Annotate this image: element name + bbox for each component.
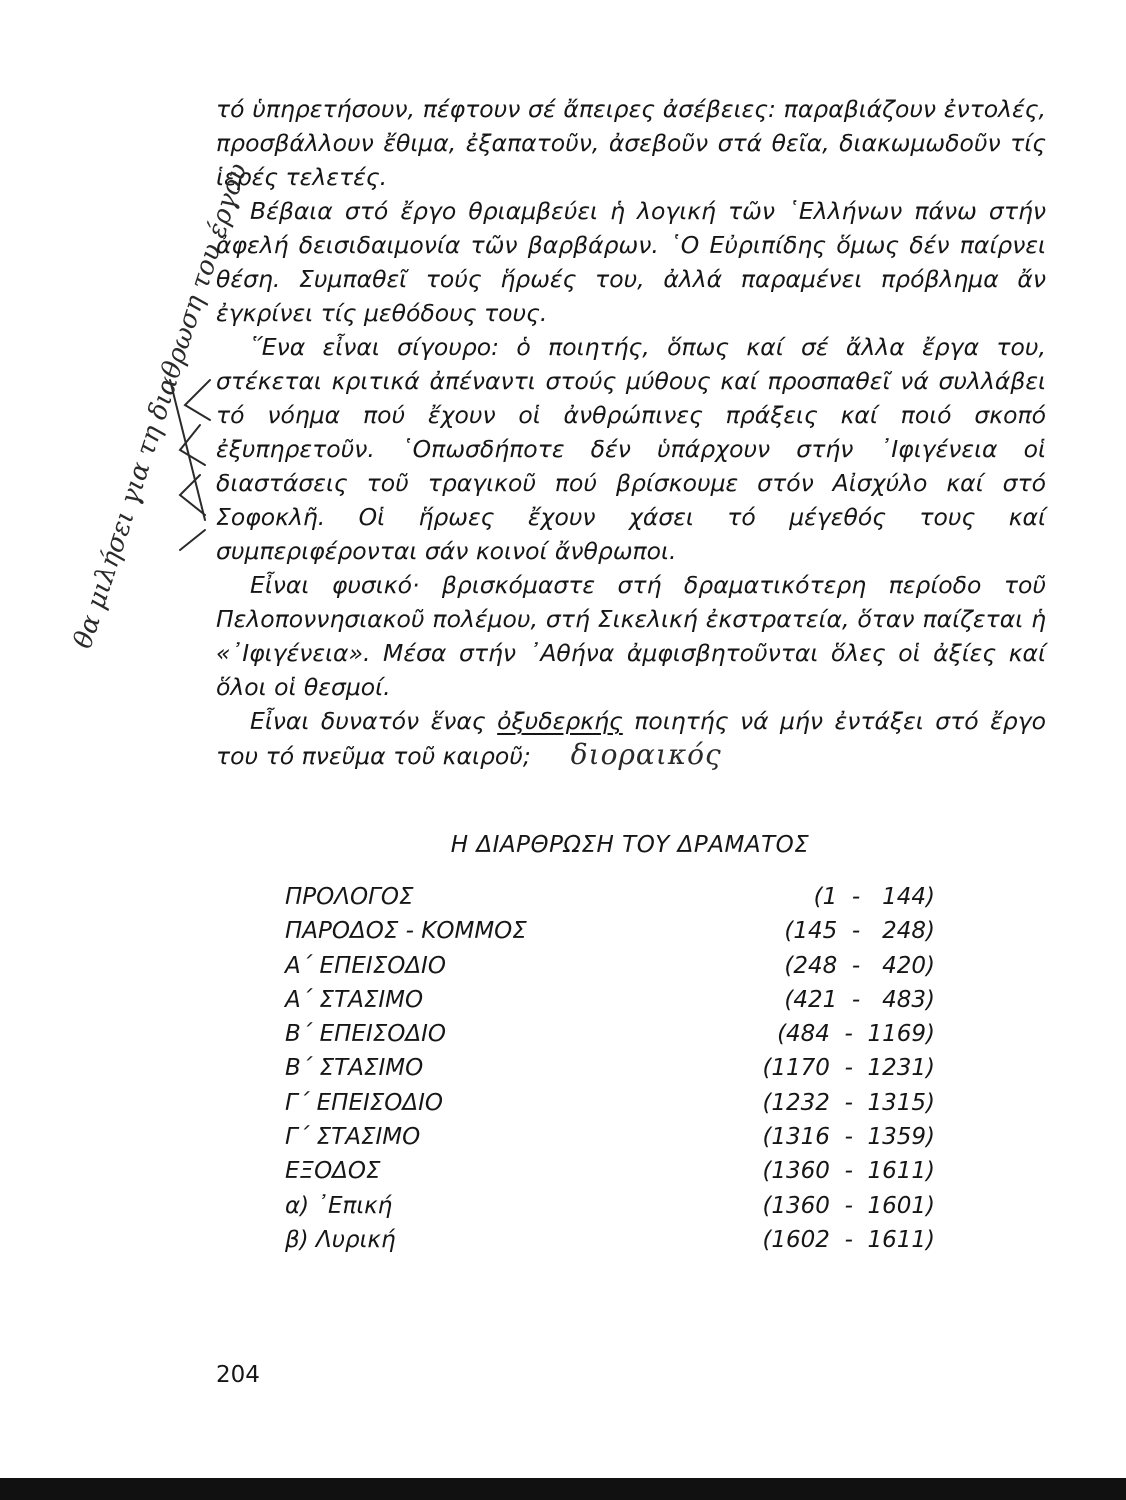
structure-row-title: Α΄ ΣΤΑΣΙΜΟ xyxy=(285,986,424,1013)
structure-row-title: Γ΄ ΣΤΑΣΙΜΟ xyxy=(285,1124,421,1151)
structure-row-range: (145 - 248) xyxy=(784,918,935,945)
structure-row xyxy=(285,1223,945,1257)
structure-heading: Η ΔΙΑΡΘΡΩΣΗ ΤΟΥ ΔΡΑΜΑΤΟΣ xyxy=(450,832,810,858)
structure-row xyxy=(285,880,945,914)
structure-row-range: (1360 - 1601) xyxy=(762,1192,935,1219)
structure-row-range: (1232 - 1315) xyxy=(762,1089,935,1116)
structure-row-range: (484 - 1169) xyxy=(777,1021,935,1048)
structure-row-range: (421 - 483) xyxy=(784,986,935,1013)
body-text xyxy=(216,92,1046,773)
handwritten-margin-notes-icon xyxy=(20,159,254,690)
handwritten-inline-note: διοραικός xyxy=(570,738,722,771)
handwritten-margin-text: θα μιλήσει για τη διαθρωση του έργου xyxy=(68,159,254,653)
paragraph-5-before: Εἶναι δυνατόν ἕνας xyxy=(250,707,498,735)
structure-row xyxy=(285,949,945,983)
scan-edge xyxy=(0,1478,1126,1500)
structure-row-range: (1 - 144) xyxy=(813,884,935,910)
underlined-word: ὀξυδερκής xyxy=(497,707,623,735)
structure-row xyxy=(285,1154,945,1188)
structure-row xyxy=(285,914,945,948)
structure-row-title: Γ΄ ΕΠΕΙΣΟΔΙΟ xyxy=(285,1089,444,1116)
structure-row-range: (1602 - 1611) xyxy=(762,1226,935,1253)
structure-row-title: β) Λυρική xyxy=(285,1226,396,1253)
structure-row-range: (248 - 420) xyxy=(784,952,935,979)
paragraph-5 xyxy=(216,704,1046,773)
structure-row xyxy=(285,1051,945,1085)
structure-row-title: Α΄ ΕΠΕΙΣΟΔΙΟ xyxy=(285,952,446,979)
structure-row xyxy=(285,1120,945,1154)
structure-row-title: Β΄ ΣΤΑΣΙΜΟ xyxy=(285,1055,424,1082)
page-number: 204 xyxy=(216,1362,260,1388)
structure-row xyxy=(285,1189,945,1223)
structure-row xyxy=(285,1086,945,1120)
structure-row xyxy=(285,983,945,1017)
structure-row-title: ΠΑΡΟΔΟΣ - ΚΟΜΜΟΣ xyxy=(285,918,527,945)
structure-row-title: ΕΞΟΔΟΣ xyxy=(285,1158,381,1185)
structure-row-range: (1170 - 1231) xyxy=(762,1055,935,1082)
structure-table xyxy=(285,880,945,1257)
structure-row-title: Β΄ ΕΠΕΙΣΟΔΙΟ xyxy=(285,1021,446,1048)
paragraph-1: τό ὑπηρετήσουν, πέφτουν σέ ἄπειρες ἀσέβειες: παραβιάζουν ἐντολές, προσβάλλουν ἔθιμα, ἐξαπατοῦν, ἀσεβοῦν στά θεῖα, διακωμωδοῦν τίς ἱερές τελετές. xyxy=(216,95,1046,191)
structure-row-range: (1316 - 1359) xyxy=(762,1124,935,1151)
paragraph-5-after: ποιητής νά μήν ἐντάξει στό ἔργο του τό πνεῦμα τοῦ καιροῦ; xyxy=(216,707,1047,770)
structure-row-title: ΠΡΟΛΟΓΟΣ xyxy=(285,884,414,910)
paragraph-4: Εἶναι φυσικό· βρισκόμαστε στή δραματικότερη περίοδο τοῦ Πελοποννησιακοῦ πολέμου, στή Σικελική ἐκστρατεία, ὅταν παίζεται ἡ «᾿Ιφιγένεια». Μέσα στήν ᾿Αθήνα ἀμφισβητοῦνται ὅλες οἱ ἀξίες καί ὅλοι οἱ θεσμοί. xyxy=(216,571,1046,701)
structure-row-title: α) ᾿Επική xyxy=(285,1192,393,1219)
structure-row-range: (1360 - 1611) xyxy=(762,1158,935,1185)
structure-row xyxy=(285,1017,945,1051)
paragraph-3: ῞Ενα εἶναι σίγουρο: ὁ ποιητής, ὅπως καί σέ ἄλλα ἔργα του, στέκεται κριτικά ἀπέναντι στούς μύθους καί προσπαθεῖ νά συλλάβει τό νόημα πού ἔχουν οἱ ἀνθρώπινες πράξεις καί ποιό σκοπό ἐξυπηρετοῦν. ῾Οπωσδήποτε δέν ὑπάρχουν στήν ᾿Ιφιγένεια οἱ διαστάσεις τοῦ τραγικοῦ πού βρίσκουμε στόν Αἰσχύλο καί στό Σοφοκλῆ. Οἱ ἥρωες ἔχουν χάσει τό μέγεθός τους καί συμπεριφέρονται σάν κοινοί ἄνθρωποι. xyxy=(216,333,1046,565)
paragraph-2: Βέβαια στό ἔργο θριαμβεύει ἡ λογική τῶν ῾Ελλήνων πάνω στήν ἀφελή δεισιδαιμονία τῶν βαρβάρων. ῾Ο Εὐριπίδης ὅμως δέν παίρνει θέση. Συμπαθεῖ τούς ἥρωές του, ἀλλά παραμένει πρόβλημα ἄν ἐγκρίνει τίς μεθόδους τους. xyxy=(216,197,1046,327)
